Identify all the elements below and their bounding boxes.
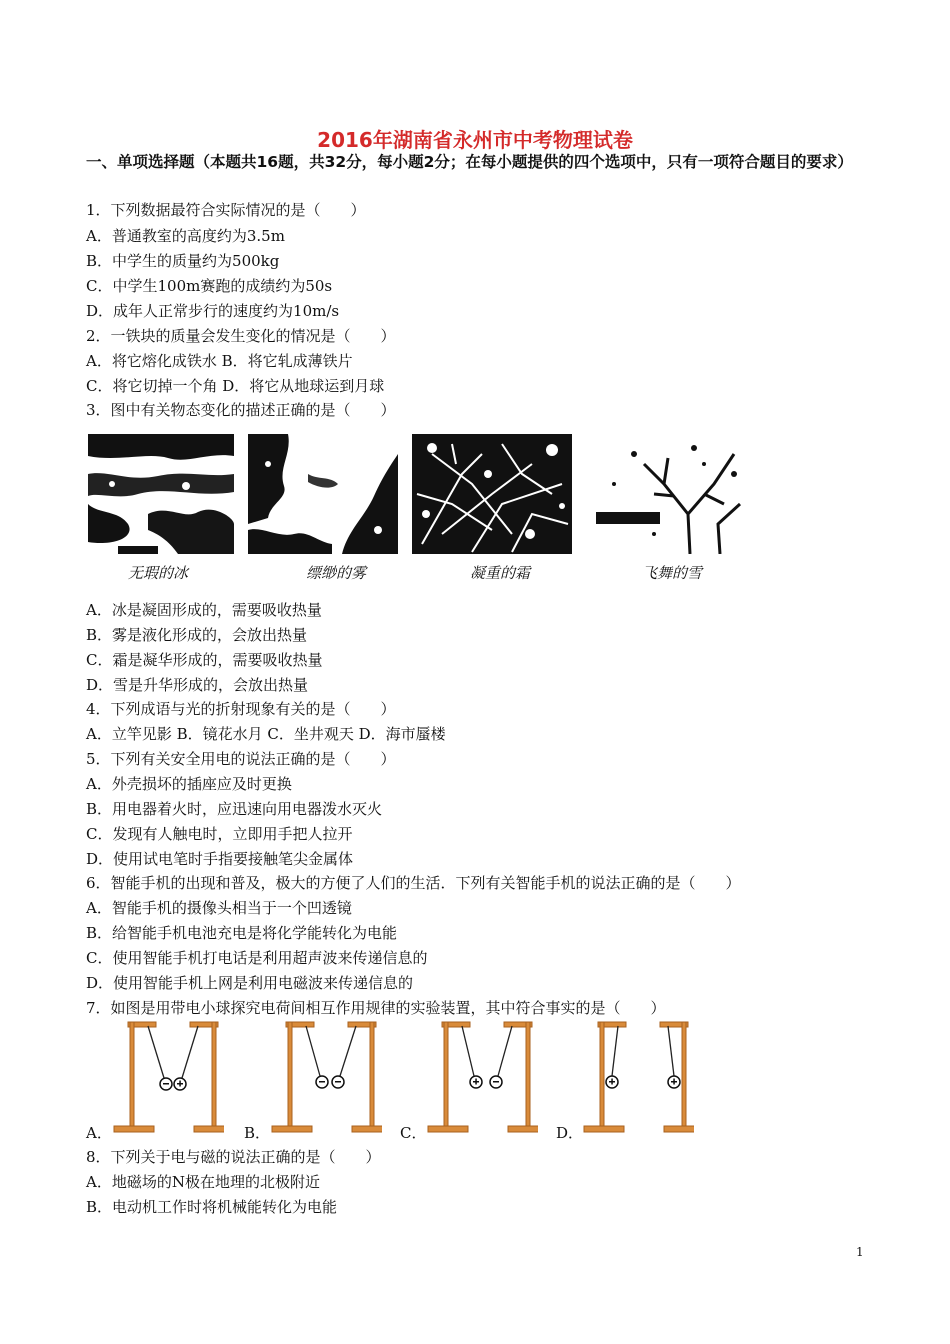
question-4-options: A．立竿见影 B．镜花水月 C．坐井观天 D．海市蜃楼 [86,725,446,743]
question-6-option-d: D．使用智能手机上网是利用电磁波来传递信息的 [86,974,414,992]
question-5-stem: 5．下列有关安全用电的说法正确的是（ ） [86,750,396,768]
question-7-label-c: C． [400,1124,427,1142]
question-1-option-a: A．普通教室的高度约为3.5m [86,227,285,245]
snow-photo [594,434,744,554]
question-3-option-a: A．冰是凝固形成的，需要吸收热量 [86,601,322,619]
apparatus-d [582,1018,694,1138]
fog-caption: 缥缈的雾 [306,564,367,582]
question-1-option-d: D．成年人正常步行的速度约为10m/s [86,302,340,320]
question-7-label-a: A． [86,1124,112,1142]
question-8-stem: 8．下列关于电与磁的说法正确的是（ ） [86,1148,381,1166]
question-7-label-b: B． [244,1124,271,1142]
ice-photo [88,434,234,554]
question-6-stem: 6．智能手机的出现和普及，极大的方便了人们的生活．下列有关智能手机的说法正确的是（ ） [86,874,741,892]
fog-photo [248,434,398,554]
question-8-option-b: B．电动机工作时将机械能转化为电能 [86,1198,338,1216]
question-3-option-c: C．霜是凝华形成的，需要吸收热量 [86,651,323,669]
ice-caption: 无瑕的冰 [128,564,189,582]
question-7-stem: 7．如图是用带电小球探究电荷间相互作用规律的实验装置，其中符合事实的是（ ） [86,999,666,1017]
frost-caption: 凝重的霜 [470,564,531,582]
apparatus-a [112,1018,224,1138]
question-3-stem: 3．图中有关物态变化的描述正确的是（ ） [86,401,396,419]
question-3-option-b: B．雾是液化形成的，会放出热量 [86,626,308,644]
question-4-stem: 4．下列成语与光的折射现象有关的是（ ） [86,700,396,718]
question-3-option-d: D．雪是升华形成的，会放出热量 [86,676,309,694]
question-3-figure [86,434,756,584]
question-5-option-b: B．用电器着火时，应迅速向用电器泼水灭火 [86,800,383,818]
frost-photo [412,434,572,554]
question-6-option-c: C．使用智能手机打电话是利用超声波来传递信息的 [86,949,428,967]
apparatus-c [426,1018,538,1138]
question-1-stem: 1．下列数据最符合实际情况的是（ ） [86,201,366,219]
question-7-label-d: D． [556,1124,584,1142]
question-6-option-a: A．智能手机的摄像头相当于一个凹透镜 [86,899,352,917]
snow-caption: 飞舞的雪 [642,564,703,582]
question-5-option-d: D．使用试电笔时手指要接触笔尖金属体 [86,850,354,868]
question-5-option-c: C．发现有人触电时，立即用手把人拉开 [86,825,353,843]
question-1-option-b: B．中学生的质量约为500kg [86,252,280,270]
exam-title: 2016年湖南省永州市中考物理试卷 [317,128,633,152]
question-2-options-ab: A．将它熔化成铁水 B．将它轧成薄铁片 [86,352,353,370]
question-6-option-b: B．给智能手机电池充电是将化学能转化为电能 [86,924,398,942]
question-2-options-cd: C．将它切掉一个角 D．将它从地球运到月球 [86,377,385,395]
section-heading: 一、单项选择题（本题共16题，共32分，每小题2分；在每小题提供的四个选项中，只有一项符合题目的要求） [86,153,853,171]
question-8-option-a: A．地磁场的N极在地理的北极附近 [86,1173,320,1191]
question-1-option-c: C．中学生100m赛跑的成绩约为50s [86,277,333,295]
question-5-option-a: A．外壳损坏的插座应及时更换 [86,775,292,793]
question-2-stem: 2．一铁块的质量会发生变化的情况是（ ） [86,327,396,345]
page-number: 1 [856,1245,864,1259]
question-7-figure [86,1018,696,1144]
apparatus-b [270,1018,382,1138]
